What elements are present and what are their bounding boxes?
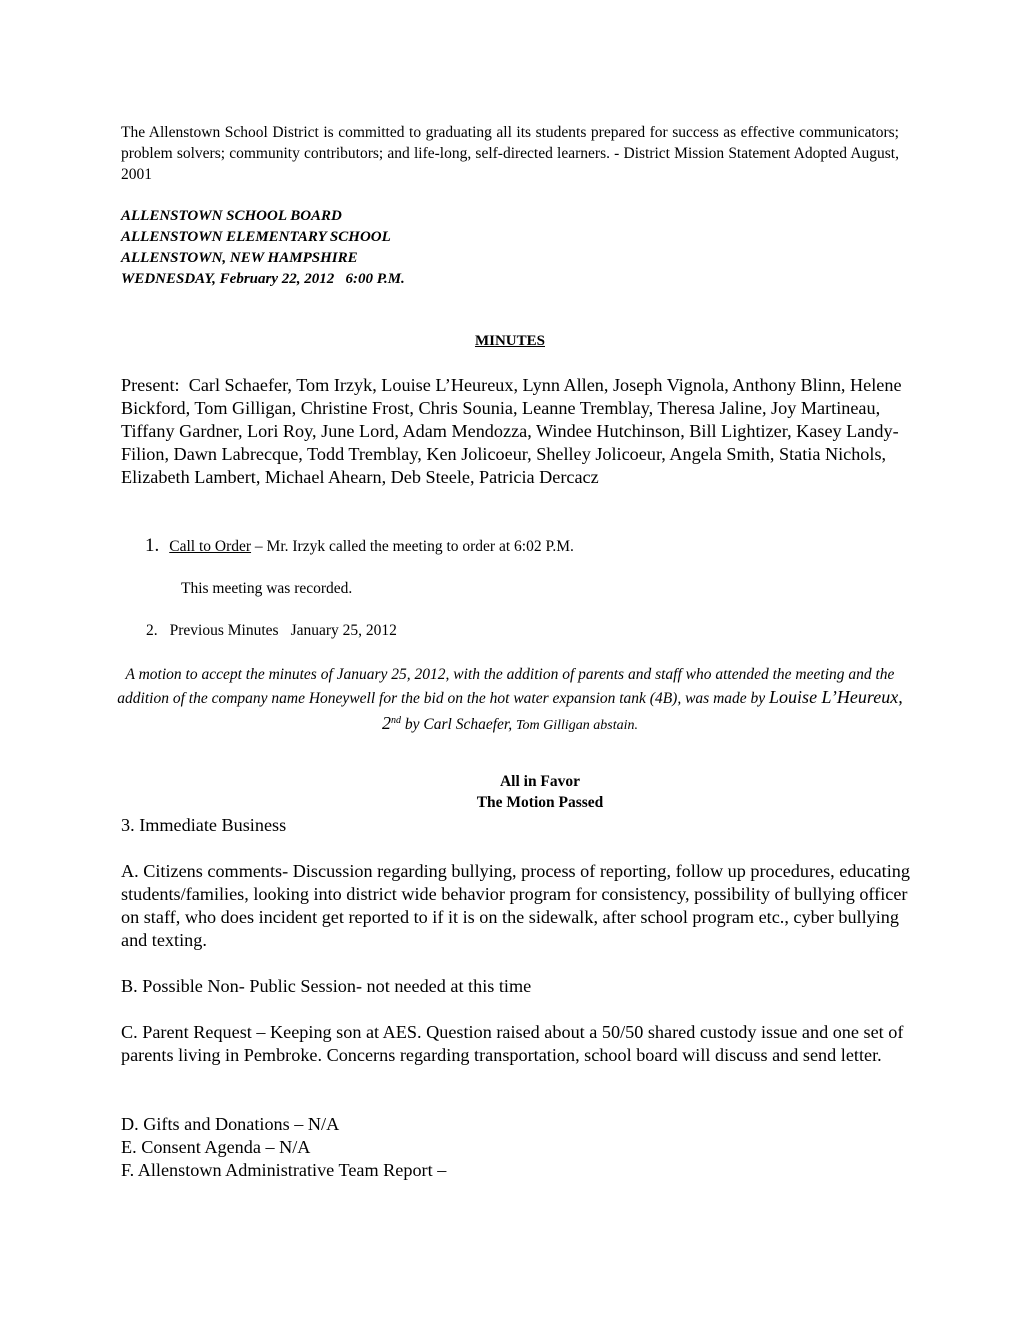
item-label: Call to Order	[169, 538, 252, 555]
agenda-item-previous-minutes	[146, 622, 397, 640]
header-line-location: ALLENSTOWN, NEW HAMPSHIRE	[121, 250, 358, 266]
item-citizens-comments: A. Citizens comments- Discussion regarding bullying, process of reporting, follow up procedures, educating students/families, looking into district wide behavior program for consistency, possibility of bullying officer on staff, who does incident get reported to if it is on the sidewalk, after school program etc., cyber bullying and texting.	[121, 861, 910, 950]
item-consent-agenda: E. Consent Agenda – N/A	[121, 1137, 311, 1157]
header-line-date: WEDNESDAY, February 22, 2012 6:00 P.M.	[121, 271, 405, 287]
item-label: Previous Minutes	[169, 622, 279, 639]
mission-statement: The Allenstown School District is committed to graduating all its students prepared for success as effective communicators; problem solvers; community contributors; and life-long, self-directed learners. - District Mission Statement Adopted August, 2001	[121, 124, 899, 183]
vote-result-favor: All in Favor	[499, 773, 581, 790]
item-number: 2.	[146, 622, 158, 639]
motion-part1: A motion to accept the minutes of January 25, 2012, with the addition of parents and staff who attended the meeting and the addition of the company name Honeywell for the bid on the hot water expansion tank (4B), was made by	[117, 666, 895, 707]
item-non-public-session: B. Possible Non- Public Session- not needed at this time	[121, 976, 532, 996]
item-number: 1.	[145, 535, 160, 556]
motion-mover: Louise L’Heureux, 2	[382, 687, 903, 734]
item-admin-team-report: F. Allenstown Administrative Team Report –	[121, 1160, 447, 1180]
page-title: MINUTES	[474, 333, 545, 349]
header-line-school: ALLENSTOWN ELEMENTARY SCHOOL	[121, 229, 391, 245]
item-gifts-donations: D. Gifts and Donations – N/A	[121, 1114, 340, 1134]
motion-abstain: Tom Gilligan abstain.	[515, 718, 638, 734]
item-date: January 25, 2012	[290, 622, 397, 639]
attendance-list: Present: Carl Schaefer, Tom Irzyk, Louise L’Heureux, Lynn Allen, Joseph Vignola, Anthony Blinn, Helene Bickford, Tom Gilligan, Christine Frost, Chris Sounia, Leanne Tremblay, Theresa Jaline, Joy Martineau, Tiffany Gardner, Lori Roy, June Lord, Adam Mendozza, Windee Hutchinson, Bill Lightizer, Kasey Landy-Filion, Dawn Labrecque, Todd Tremblay, Ken Jolicoeur, Shelley Jolicoeur, Angela Smith, Statia Nichols, Elizabeth Lambert, Michael Ahearn, Deb Steele, Patricia Dercacz	[121, 375, 907, 487]
vote-result-passed: The Motion Passed	[476, 794, 604, 811]
motion-text	[115, 664, 905, 737]
motion-sup: nd	[391, 715, 402, 726]
section-immediate-business: 3. Immediate Business	[121, 815, 287, 835]
motion-part2: by Carl Schaefer,	[401, 716, 516, 734]
meeting-header	[121, 206, 405, 290]
header-line-board: ALLENSTOWN SCHOOL BOARD	[121, 208, 342, 224]
item-parent-request: C. Parent Request – Keeping son at AES. Question raised about a 50/50 shared custody issue and one set of parents living in Pembroke. Concerns regarding transportation, school board will discuss and send letter.	[121, 1022, 904, 1065]
agenda-item-call-to-order	[145, 535, 574, 557]
item-text: – Mr. Irzyk called the meeting to order at 6:02 P.M.	[251, 538, 574, 555]
recorded-note: This meeting was recorded.	[181, 580, 353, 597]
